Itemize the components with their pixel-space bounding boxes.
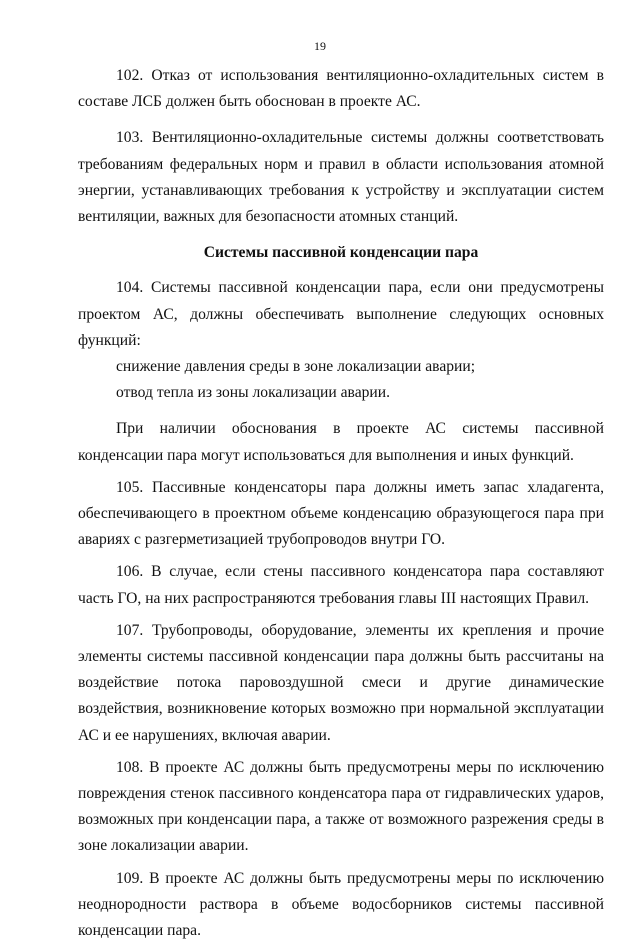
paragraph-107: 107. Трубопроводы, оборудование, элементы их крепления и прочие элементы системы пассивной конденсации пара должны быть рассчитаны на воздействие потока паровоздушной смеси и другие динамические воздействия, возникновение которых возможно при нормальной эксплуатации АС и ее нарушениях, включая аварии. [78,621,604,744]
section-heading: Системы пассивной конденсации пара [203,244,479,262]
paragraph-102: 102. Отказ от использования вентиляционно-охладительных систем в составе ЛСБ должен быть обоснован в проекте АС. [78,67,604,111]
paragraph-106: 106. В случае, если стены пассивного конденсатора пара составляют часть ГО, на них распространяются требования главы III настоящих Правил. [78,563,604,607]
list-item: отвод тепла из зоны локализации аварии. [116,384,391,402]
paragraph-104: 104. Системы пассивной конденсации пара, если они предусмотрены проектом АС, должны обеспечивать выполнение следующих основных функций: [78,279,604,349]
paragraph-108: 108. В проекте АС должны быть предусмотрены меры по исключению повреждения стенок пассивного конденсатора пара от гидравлических ударов, возможных при конденсации пара, а также от возможного разрежения среды в зоне локализации аварии. [78,758,604,855]
paragraph-104-note: При наличии обоснования в проекте АС системы пассивной конденсации пара могут использоваться для выполнения и иных функций. [78,420,604,464]
list-item: снижение давления среды в зоне локализации аварии; [116,358,476,376]
document-body [78,63,604,944]
paragraph-105: 105. Пассивные конденсаторы пара должны иметь запас хладагента, обеспечивающего в проектном объеме конденсацию образующегося пара при авариях с разгерметизацией трубопроводов внутри ГО. [78,478,604,549]
page-number: 19 [314,39,326,53]
paragraph-109: 109. В проекте АС должны быть предусмотрены меры по исключению неоднородности раствора в объеме водосборников системы пассивной конденсации пара. [78,869,604,940]
paragraph-103: 103. Вентиляционно-охладительные системы должны соответствовать требованиям федеральных норм и правил в области использования атомной энергии, устанавливающих требования к устройству и эксплуатации систем вентиляции, важных для безопасности атомных станций. [78,129,604,226]
